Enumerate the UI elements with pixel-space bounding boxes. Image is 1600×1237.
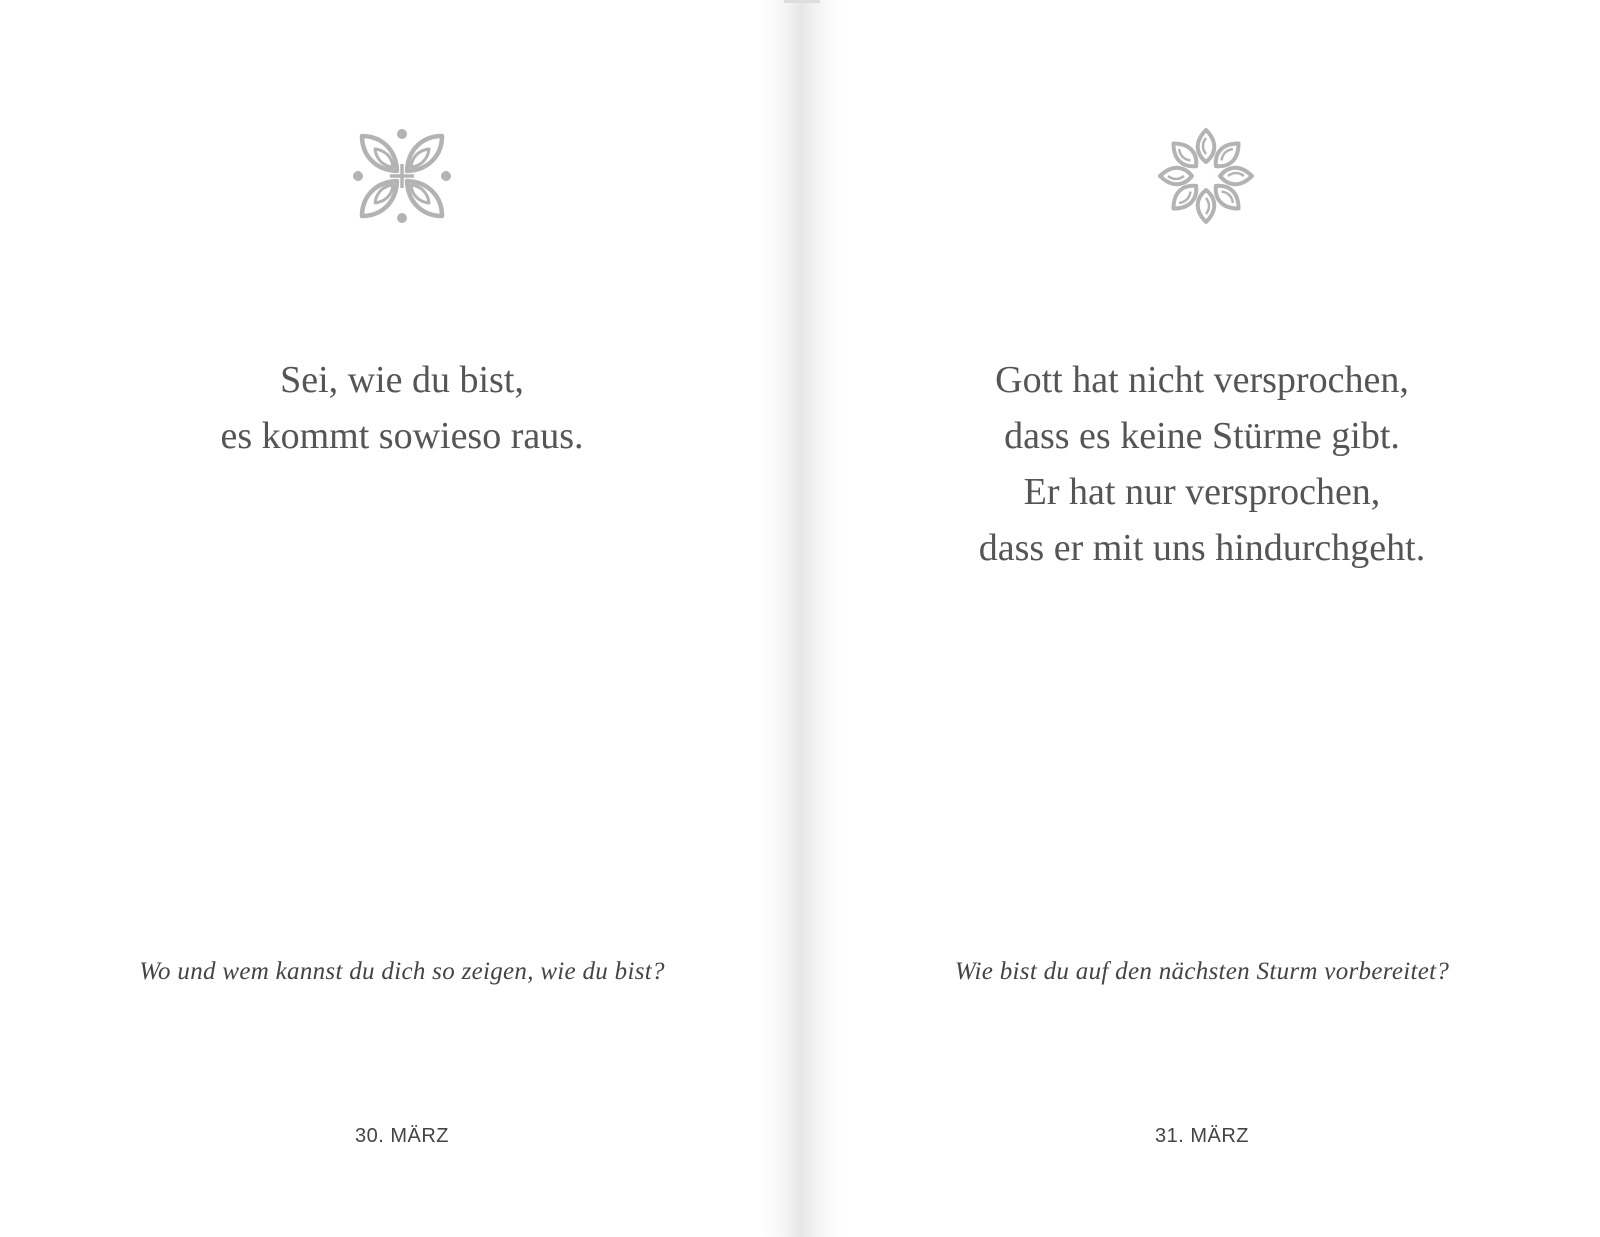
quote-line: dass es keine Stürme gibt.: [1004, 415, 1400, 457]
page-date: 30. MÄRZ: [354, 1125, 450, 1147]
reflection-question: Wo und wem kannst du dich so zeigen, wie du bist?: [139, 958, 665, 985]
petal-wreath-ornament-icon: [1156, 126, 1256, 226]
quote-line: es kommt sowieso raus.: [220, 415, 584, 457]
quote-line: dass er mit uns hindurchgeht.: [978, 527, 1426, 569]
quote-line: Gott hat nicht versprochen,: [995, 359, 1409, 401]
reflection-question: Wie bist du auf den nächsten Sturm vorbereitet?: [954, 958, 1450, 985]
spine-edge: [784, 0, 820, 3]
quote-text: [0, 352, 804, 464]
quote-line: Er hat nur versprochen,: [1023, 471, 1381, 513]
quote-text: [800, 352, 1600, 576]
butterfly-flower-ornament-icon: [352, 126, 452, 226]
page-date: 31. MÄRZ: [1154, 1125, 1250, 1147]
quote-line: Sei, wie du bist,: [280, 359, 524, 401]
right-page: [800, 0, 1600, 1237]
